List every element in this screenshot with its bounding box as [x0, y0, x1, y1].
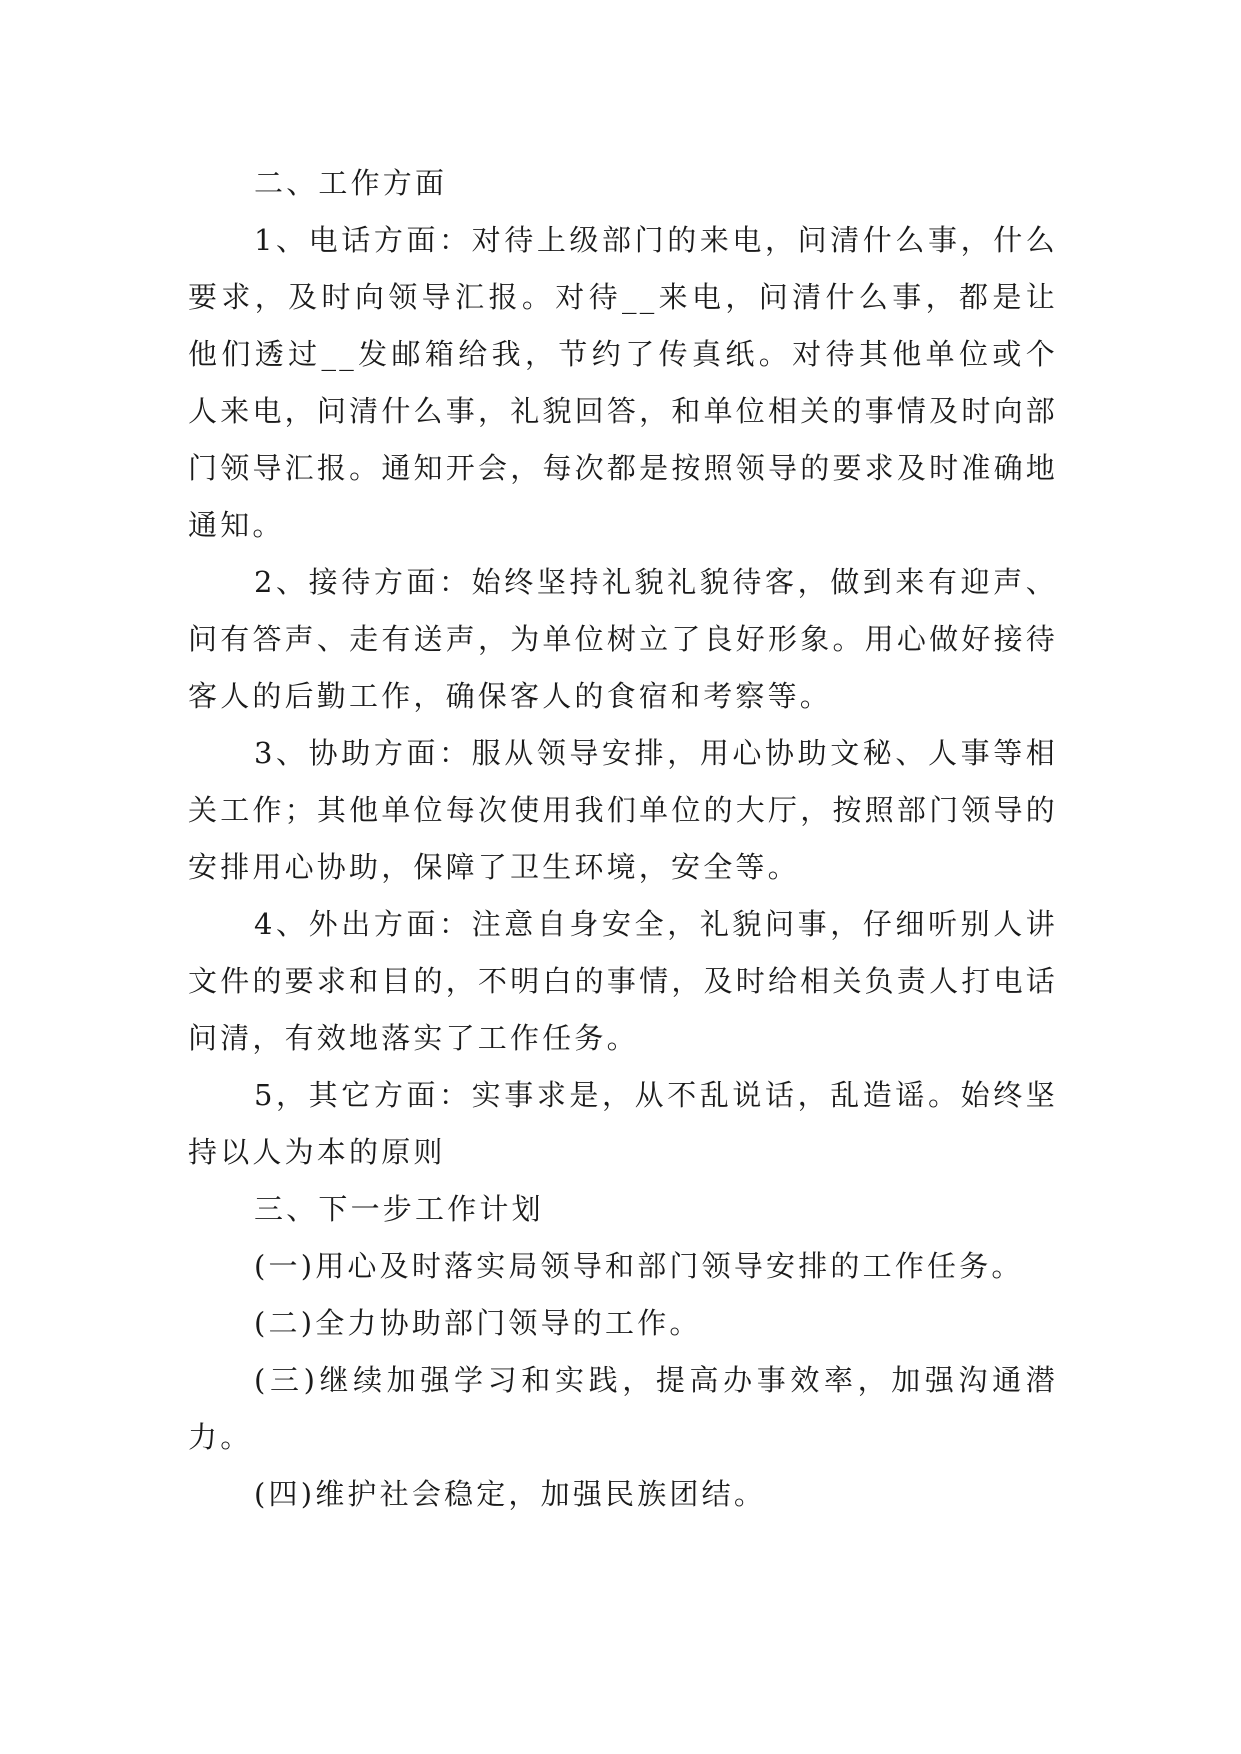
document-page: [188, 155, 1058, 1523]
paragraph-reception: 2、接待方面：始终坚持礼貌礼貌待客，做到来有迎声、问有答声、走有送声，为单位树立了良好形象。用心做好接待客人的后勤工作，确保客人的食宿和考察等。: [188, 565, 1058, 713]
paragraph-other: 5，其它方面：实事求是，从不乱说话，乱造谣。始终坚持以人为本的原则: [188, 1078, 1058, 1169]
plan-item-3: (三)继续加强学习和实践，提高办事效率，加强沟通潜力。: [188, 1363, 1058, 1454]
paragraph-outing: 4、外出方面：注意自身安全，礼貌问事，仔细听别人讲文件的要求和目的，不明白的事情，及时给相关负责人打电话问清，有效地落实了工作任务。: [188, 907, 1058, 1055]
paragraph-phone: 1、电话方面：对待上级部门的来电，问清什么事，什么要求，及时向领导汇报。对待__来电，问清什么事，都是让他们透过__发邮箱给我，节约了传真纸。对待其他单位或个人来电，问清什么事，礼貌回答，和单位相关的事情及时向部门领导汇报。通知开会，每次都是按照领导的要求及时准确地通知。: [188, 223, 1058, 542]
plan-item-1: (一)用心及时落实局领导和部门领导安排的工作任务。: [254, 1249, 1024, 1283]
section-heading-next-plan: 三、下一步工作计划: [254, 1192, 544, 1226]
plan-item-2: (二)全力协助部门领导的工作。: [254, 1306, 702, 1340]
section-heading-work: 二、工作方面: [254, 166, 448, 200]
paragraph-assistance: 3、协助方面：服从领导安排，用心协助文秘、人事等相关工作；其他单位每次使用我们单位的大厅，按照部门领导的安排用心协助，保障了卫生环境，安全等。: [188, 736, 1058, 884]
plan-item-4: (四)维护社会稳定，加强民族团结。: [254, 1477, 767, 1511]
